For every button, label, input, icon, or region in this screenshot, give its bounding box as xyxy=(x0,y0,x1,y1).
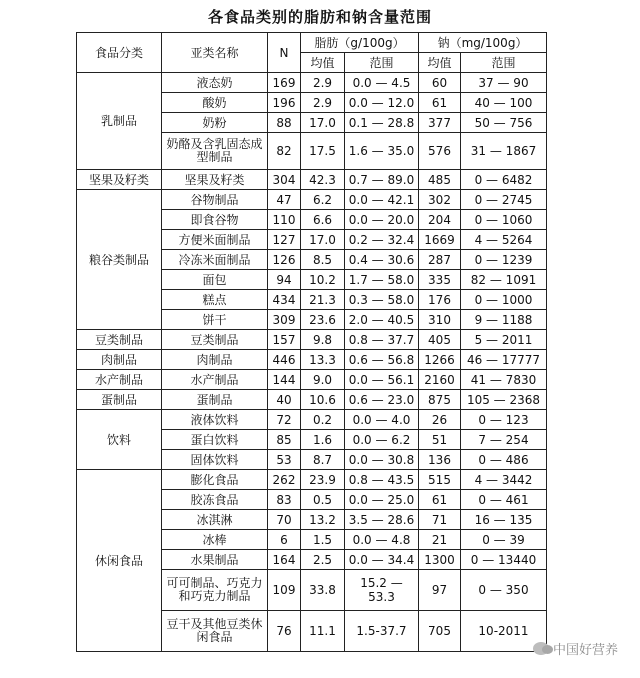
sodium-range-cell: 41 — 7830 xyxy=(461,370,547,390)
fat-range-cell: 0.8 — 43.5 xyxy=(345,470,419,490)
sodium-mean-cell: 1669 xyxy=(419,230,461,250)
header-fat-mean: 均值 xyxy=(301,53,345,73)
subcategory-cell: 液体饮料 xyxy=(162,410,268,430)
table-row xyxy=(77,410,547,430)
fat-mean-cell: 0.2 xyxy=(301,410,345,430)
subcategory-cell: 酸奶 xyxy=(162,93,268,113)
n-cell: 94 xyxy=(268,270,301,290)
table-row xyxy=(77,390,547,410)
fat-mean-cell: 2.5 xyxy=(301,550,345,570)
fat-mean-cell: 1.5 xyxy=(301,530,345,550)
category-cell: 水产制品 xyxy=(77,370,162,390)
n-cell: 88 xyxy=(268,113,301,133)
fat-range-cell: 0.3 — 58.0 xyxy=(345,290,419,310)
subcategory-cell: 肉制品 xyxy=(162,350,268,370)
subcategory-cell: 奶酪及含乳固态成型制品 xyxy=(162,133,268,170)
subcategory-cell: 豆干及其他豆类休闲食品 xyxy=(162,611,268,652)
fat-range-cell: 0.7 — 89.0 xyxy=(345,170,419,190)
subcategory-cell: 冰棒 xyxy=(162,530,268,550)
wechat-icon xyxy=(533,642,549,655)
fat-range-cell: 0.0 — 12.0 xyxy=(345,93,419,113)
sodium-range-cell: 0 — 461 xyxy=(461,490,547,510)
sodium-range-cell: 16 — 135 xyxy=(461,510,547,530)
fat-mean-cell: 13.2 xyxy=(301,510,345,530)
subcategory-cell: 豆类制品 xyxy=(162,330,268,350)
n-cell: 110 xyxy=(268,210,301,230)
fat-mean-cell: 17.0 xyxy=(301,230,345,250)
fat-range-cell: 0.8 — 37.7 xyxy=(345,330,419,350)
fat-mean-cell: 6.2 xyxy=(301,190,345,210)
sodium-mean-cell: 61 xyxy=(419,490,461,510)
fat-range-cell: 0.1 — 28.8 xyxy=(345,113,419,133)
n-cell: 157 xyxy=(268,330,301,350)
fat-range-cell: 15.2 — 53.3 xyxy=(345,570,419,611)
n-cell: 304 xyxy=(268,170,301,190)
table-row xyxy=(77,370,547,390)
subcategory-cell: 水果制品 xyxy=(162,550,268,570)
n-cell: 40 xyxy=(268,390,301,410)
table-row xyxy=(77,470,547,490)
table-row xyxy=(77,170,547,190)
sodium-mean-cell: 136 xyxy=(419,450,461,470)
sodium-mean-cell: 875 xyxy=(419,390,461,410)
table-row xyxy=(77,330,547,350)
fat-range-cell: 1.6 — 35.0 xyxy=(345,133,419,170)
sodium-range-cell: 0 — 13440 xyxy=(461,550,547,570)
subcategory-cell: 糕点 xyxy=(162,290,268,310)
watermark xyxy=(533,639,618,658)
subcategory-cell: 坚果及籽类 xyxy=(162,170,268,190)
fat-range-cell: 0.2 — 32.4 xyxy=(345,230,419,250)
sodium-mean-cell: 2160 xyxy=(419,370,461,390)
sodium-range-cell: 0 — 1000 xyxy=(461,290,547,310)
n-cell: 169 xyxy=(268,73,301,93)
fat-mean-cell: 8.7 xyxy=(301,450,345,470)
fat-range-cell: 0.0 — 25.0 xyxy=(345,490,419,510)
fat-mean-cell: 17.5 xyxy=(301,133,345,170)
sodium-mean-cell: 377 xyxy=(419,113,461,133)
n-cell: 196 xyxy=(268,93,301,113)
fat-range-cell: 3.5 — 28.6 xyxy=(345,510,419,530)
subcategory-cell: 蛋白饮料 xyxy=(162,430,268,450)
fat-mean-cell: 23.6 xyxy=(301,310,345,330)
n-cell: 72 xyxy=(268,410,301,430)
header-n: N xyxy=(268,33,301,73)
sodium-range-cell: 7 — 254 xyxy=(461,430,547,450)
sodium-range-cell: 0 — 486 xyxy=(461,450,547,470)
fat-mean-cell: 21.3 xyxy=(301,290,345,310)
sodium-mean-cell: 1300 xyxy=(419,550,461,570)
fat-range-cell: 0.0 — 4.5 xyxy=(345,73,419,93)
sodium-range-cell: 46 — 17777 xyxy=(461,350,547,370)
sodium-range-cell: 37 — 90 xyxy=(461,73,547,93)
header-fat: 脂肪（g/100g） xyxy=(301,33,419,53)
sodium-mean-cell: 61 xyxy=(419,93,461,113)
subcategory-cell: 冷冻米面制品 xyxy=(162,250,268,270)
sodium-range-cell: 4 — 3442 xyxy=(461,470,547,490)
sodium-range-cell: 0 — 1239 xyxy=(461,250,547,270)
sodium-mean-cell: 21 xyxy=(419,530,461,550)
header-sodium-mean: 均值 xyxy=(419,53,461,73)
fat-mean-cell: 17.0 xyxy=(301,113,345,133)
n-cell: 434 xyxy=(268,290,301,310)
sodium-range-cell: 50 — 756 xyxy=(461,113,547,133)
fat-mean-cell: 2.9 xyxy=(301,73,345,93)
fat-range-cell: 1.5-37.7 xyxy=(345,611,419,652)
fat-range-cell: 0.0 — 20.0 xyxy=(345,210,419,230)
sodium-range-cell: 0 — 6482 xyxy=(461,170,547,190)
subcategory-cell: 固体饮料 xyxy=(162,450,268,470)
category-cell: 坚果及籽类 xyxy=(77,170,162,190)
fat-range-cell: 0.0 — 4.0 xyxy=(345,410,419,430)
subcategory-cell: 即食谷物 xyxy=(162,210,268,230)
sodium-mean-cell: 705 xyxy=(419,611,461,652)
sodium-range-cell: 105 — 2368 xyxy=(461,390,547,410)
table-title: 各食品类别的脂肪和钠含量范围 xyxy=(207,8,432,26)
fat-mean-cell: 42.3 xyxy=(301,170,345,190)
sodium-mean-cell: 302 xyxy=(419,190,461,210)
nutrition-table xyxy=(76,32,547,652)
fat-range-cell: 0.0 — 34.4 xyxy=(345,550,419,570)
sodium-mean-cell: 71 xyxy=(419,510,461,530)
sodium-range-cell: 0 — 1060 xyxy=(461,210,547,230)
fat-range-cell: 2.0 — 40.5 xyxy=(345,310,419,330)
fat-range-cell: 0.0 — 6.2 xyxy=(345,430,419,450)
sodium-range-cell: 9 — 1188 xyxy=(461,310,547,330)
table-row xyxy=(77,190,547,210)
fat-mean-cell: 11.1 xyxy=(301,611,345,652)
category-cell: 蛋制品 xyxy=(77,390,162,410)
sodium-mean-cell: 310 xyxy=(419,310,461,330)
sodium-mean-cell: 576 xyxy=(419,133,461,170)
sodium-mean-cell: 1266 xyxy=(419,350,461,370)
fat-mean-cell: 1.6 xyxy=(301,430,345,450)
sodium-range-cell: 10-2011 xyxy=(461,611,547,652)
fat-mean-cell: 9.8 xyxy=(301,330,345,350)
sodium-mean-cell: 176 xyxy=(419,290,461,310)
n-cell: 85 xyxy=(268,430,301,450)
fat-range-cell: 0.4 — 30.6 xyxy=(345,250,419,270)
n-cell: 47 xyxy=(268,190,301,210)
sodium-mean-cell: 335 xyxy=(419,270,461,290)
sodium-mean-cell: 515 xyxy=(419,470,461,490)
sodium-mean-cell: 287 xyxy=(419,250,461,270)
header-sodium-range: 范围 xyxy=(461,53,547,73)
sodium-range-cell: 0 — 2745 xyxy=(461,190,547,210)
fat-mean-cell: 9.0 xyxy=(301,370,345,390)
subcategory-cell: 谷物制品 xyxy=(162,190,268,210)
subcategory-cell: 饼干 xyxy=(162,310,268,330)
sodium-range-cell: 4 — 5264 xyxy=(461,230,547,250)
fat-mean-cell: 23.9 xyxy=(301,470,345,490)
sodium-mean-cell: 60 xyxy=(419,73,461,93)
sodium-mean-cell: 204 xyxy=(419,210,461,230)
sodium-range-cell: 5 — 2011 xyxy=(461,330,547,350)
fat-range-cell: 0.0 — 30.8 xyxy=(345,450,419,470)
sodium-range-cell: 0 — 123 xyxy=(461,410,547,430)
header-fat-range: 范围 xyxy=(345,53,419,73)
fat-mean-cell: 13.3 xyxy=(301,350,345,370)
fat-mean-cell: 0.5 xyxy=(301,490,345,510)
sodium-range-cell: 82 — 1091 xyxy=(461,270,547,290)
category-cell: 粮谷类制品 xyxy=(77,190,162,330)
category-cell: 饮料 xyxy=(77,410,162,470)
subcategory-cell: 奶粉 xyxy=(162,113,268,133)
sodium-range-cell: 40 — 100 xyxy=(461,93,547,113)
fat-range-cell: 1.7 — 58.0 xyxy=(345,270,419,290)
subcategory-cell: 冰淇淋 xyxy=(162,510,268,530)
n-cell: 109 xyxy=(268,570,301,611)
sodium-mean-cell: 485 xyxy=(419,170,461,190)
subcategory-cell: 膨化食品 xyxy=(162,470,268,490)
category-cell: 乳制品 xyxy=(77,73,162,170)
sodium-mean-cell: 405 xyxy=(419,330,461,350)
sodium-range-cell: 0 — 350 xyxy=(461,570,547,611)
n-cell: 126 xyxy=(268,250,301,270)
n-cell: 446 xyxy=(268,350,301,370)
header-subcategory: 亚类名称 xyxy=(162,33,268,73)
fat-range-cell: 0.0 — 4.8 xyxy=(345,530,419,550)
subcategory-cell: 方便米面制品 xyxy=(162,230,268,250)
subcategory-cell: 可可制品、巧克力和巧克力制品 xyxy=(162,570,268,611)
n-cell: 309 xyxy=(268,310,301,330)
n-cell: 144 xyxy=(268,370,301,390)
fat-mean-cell: 10.6 xyxy=(301,390,345,410)
n-cell: 82 xyxy=(268,133,301,170)
subcategory-cell: 液态奶 xyxy=(162,73,268,93)
category-cell: 豆类制品 xyxy=(77,330,162,350)
subcategory-cell: 水产制品 xyxy=(162,370,268,390)
header-sodium: 钠（mg/100g） xyxy=(419,33,547,53)
n-cell: 262 xyxy=(268,470,301,490)
header-category: 食品分类 xyxy=(77,33,162,73)
fat-mean-cell: 10.2 xyxy=(301,270,345,290)
table-row xyxy=(77,73,547,93)
sodium-mean-cell: 97 xyxy=(419,570,461,611)
fat-range-cell: 0.0 — 56.1 xyxy=(345,370,419,390)
subcategory-cell: 面包 xyxy=(162,270,268,290)
sodium-mean-cell: 26 xyxy=(419,410,461,430)
sodium-range-cell: 31 — 1867 xyxy=(461,133,547,170)
n-cell: 83 xyxy=(268,490,301,510)
watermark-text: 中国好营养 xyxy=(552,643,618,658)
n-cell: 76 xyxy=(268,611,301,652)
category-cell: 肉制品 xyxy=(77,350,162,370)
fat-mean-cell: 33.8 xyxy=(301,570,345,611)
fat-mean-cell: 8.5 xyxy=(301,250,345,270)
n-cell: 70 xyxy=(268,510,301,530)
fat-range-cell: 0.0 — 42.1 xyxy=(345,190,419,210)
fat-mean-cell: 2.9 xyxy=(301,93,345,113)
n-cell: 164 xyxy=(268,550,301,570)
fat-mean-cell: 6.6 xyxy=(301,210,345,230)
n-cell: 127 xyxy=(268,230,301,250)
fat-range-cell: 0.6 — 56.8 xyxy=(345,350,419,370)
subcategory-cell: 胶冻食品 xyxy=(162,490,268,510)
n-cell: 6 xyxy=(268,530,301,550)
sodium-range-cell: 0 — 39 xyxy=(461,530,547,550)
table-row xyxy=(77,350,547,370)
header-row xyxy=(77,33,547,53)
subcategory-cell: 蛋制品 xyxy=(162,390,268,410)
n-cell: 53 xyxy=(268,450,301,470)
category-cell: 休闲食品 xyxy=(77,470,162,652)
sodium-mean-cell: 51 xyxy=(419,430,461,450)
fat-range-cell: 0.6 — 23.0 xyxy=(345,390,419,410)
